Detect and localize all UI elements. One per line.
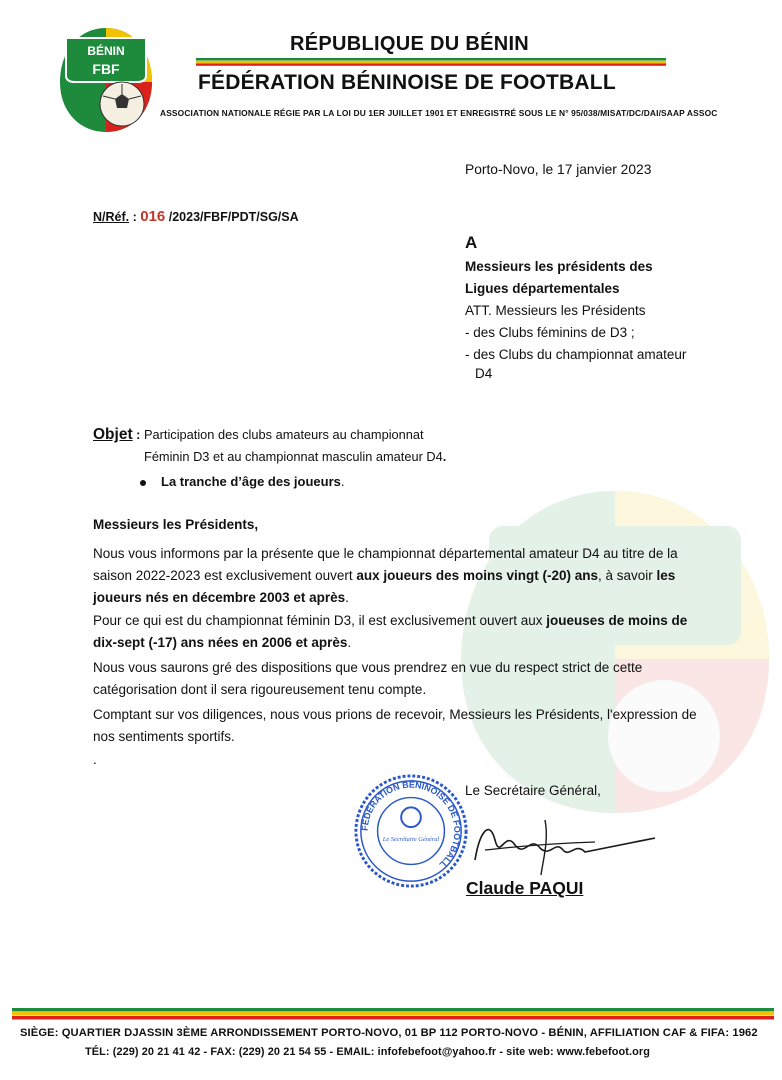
handwritten-signature [445, 800, 655, 880]
addressee-line3: ATT. Messieurs les Présidents [465, 303, 646, 318]
footer-address: SIÈGE: QUARTIER DJASSIN 3ÈME ARRONDISSEMENT PORTO-NOVO, 01 BP 112 PORTO-NOVO - BÉNIN, AFFILIATION CAF & FIFA: 1962 [20, 1027, 758, 1039]
signatory-title: Le Secrétaire Général, [465, 783, 601, 798]
subject-label: Objet [93, 426, 133, 443]
addressee-line2: Ligues départementales [465, 281, 620, 296]
addressee-line6: D4 [475, 366, 493, 381]
footer-contacts: TÉL: (229) 20 21 41 42 - FAX: (229) 20 21 54 55 - EMAIL: infofebefoot@yahoo.fr - site web: www.febefoot.org [85, 1046, 650, 1058]
fbf-logo [56, 24, 156, 136]
p1-bold-d: les joueurs nés en décembre 2003 et après [93, 568, 676, 605]
letter-date: Porto-Novo, le 17 janvier 2023 [465, 162, 652, 177]
signatory-name: Claude PAQUI [466, 878, 584, 898]
p2-text-c: . [347, 635, 352, 650]
p2-bold-b: joueuses de moins de dix-sept (-17) ans nées en 2006 et après [93, 613, 688, 650]
salutation: Messieurs les Présidents, [93, 517, 259, 532]
subject-line2: Féminin D3 et au championnat masculin amateur D4 [144, 449, 443, 464]
reference-num: 016 [140, 208, 166, 225]
reference-separator: : [129, 210, 141, 224]
subject-line2-end: . [442, 449, 447, 464]
footer-flag-stripes [12, 1008, 774, 1020]
paragraph-2 [93, 610, 715, 654]
addressee-block [465, 230, 686, 382]
p1-text-e: . [345, 590, 349, 605]
federation-title: FÉDÉRATION BÉNINOISE DE FOOTBALL [198, 71, 616, 94]
p1-bold-b: aux joueurs des moins vingt (-20) ans [356, 568, 598, 583]
stamp-ring-text: FÉDÉRATION BÉNINOISE DE FOOTBALL [359, 779, 463, 871]
stamp-center-text: Le Secrétaire Général [382, 835, 440, 843]
addressee-line5: - des Clubs du championnat amateur [465, 347, 687, 362]
svg-text:BÉNIN: BÉNIN [87, 44, 125, 58]
subject-block [93, 424, 446, 468]
addressee-line4: - des Clubs féminins de D3 ; [465, 325, 635, 340]
reference-number [93, 208, 299, 225]
republic-title: RÉPUBLIQUE DU BÉNIN [290, 33, 530, 55]
paragraph-3: Nous vous saurons gré des dispositions que vous prendrez en vue du respect strict de cette catégorisation dont il sera rigoureusement tenu compte. [93, 660, 643, 697]
p1-text-c: , à savoir [597, 568, 657, 583]
subject-bullet-text: La tranche d’âge des joueurs [161, 474, 341, 489]
subject-separator: : [132, 427, 144, 442]
reference-label: N/Réf. [93, 210, 130, 224]
paragraph-1 [93, 543, 715, 609]
subject-bullet-end: . [340, 474, 345, 489]
header-flag-stripes [196, 58, 666, 66]
paragraph-4: Comptant sur vos diligences, nous vous prions de recevoir, Messieurs les Présidents, l'expression de nos sentiments sportifs. [93, 707, 697, 744]
addressee-a: A [465, 233, 478, 252]
association-registration-line: ASSOCIATION NATIONALE RÉGIE PAR LA LOI DU 1ER JUILLET 1901 ET ENREGISTRÉ SOUS LE N° 95/038/MISAT/DC/DAI/SAAP ASSOC [160, 108, 718, 118]
addressee-line1: Messieurs les présidents des [465, 259, 653, 274]
trailing-dot: . [93, 752, 97, 767]
bullet-icon [140, 480, 146, 486]
p1-text-a: Nous vous informons par la présente que le championnat départemental amateur D4 au titre de la saison 2022-2023 est exclusivement ouvert [93, 546, 678, 583]
subject-bullet [140, 471, 345, 493]
svg-text:FBF: FBF [92, 61, 120, 77]
reference-suffix: /2023/FBF/PDT/SG/SA [165, 210, 299, 224]
p2-text-a: Pour ce qui est du championnat féminin D3, il est exclusivement ouvert aux [93, 613, 547, 628]
subject-line1: Participation des clubs amateurs au championnat [144, 427, 424, 442]
